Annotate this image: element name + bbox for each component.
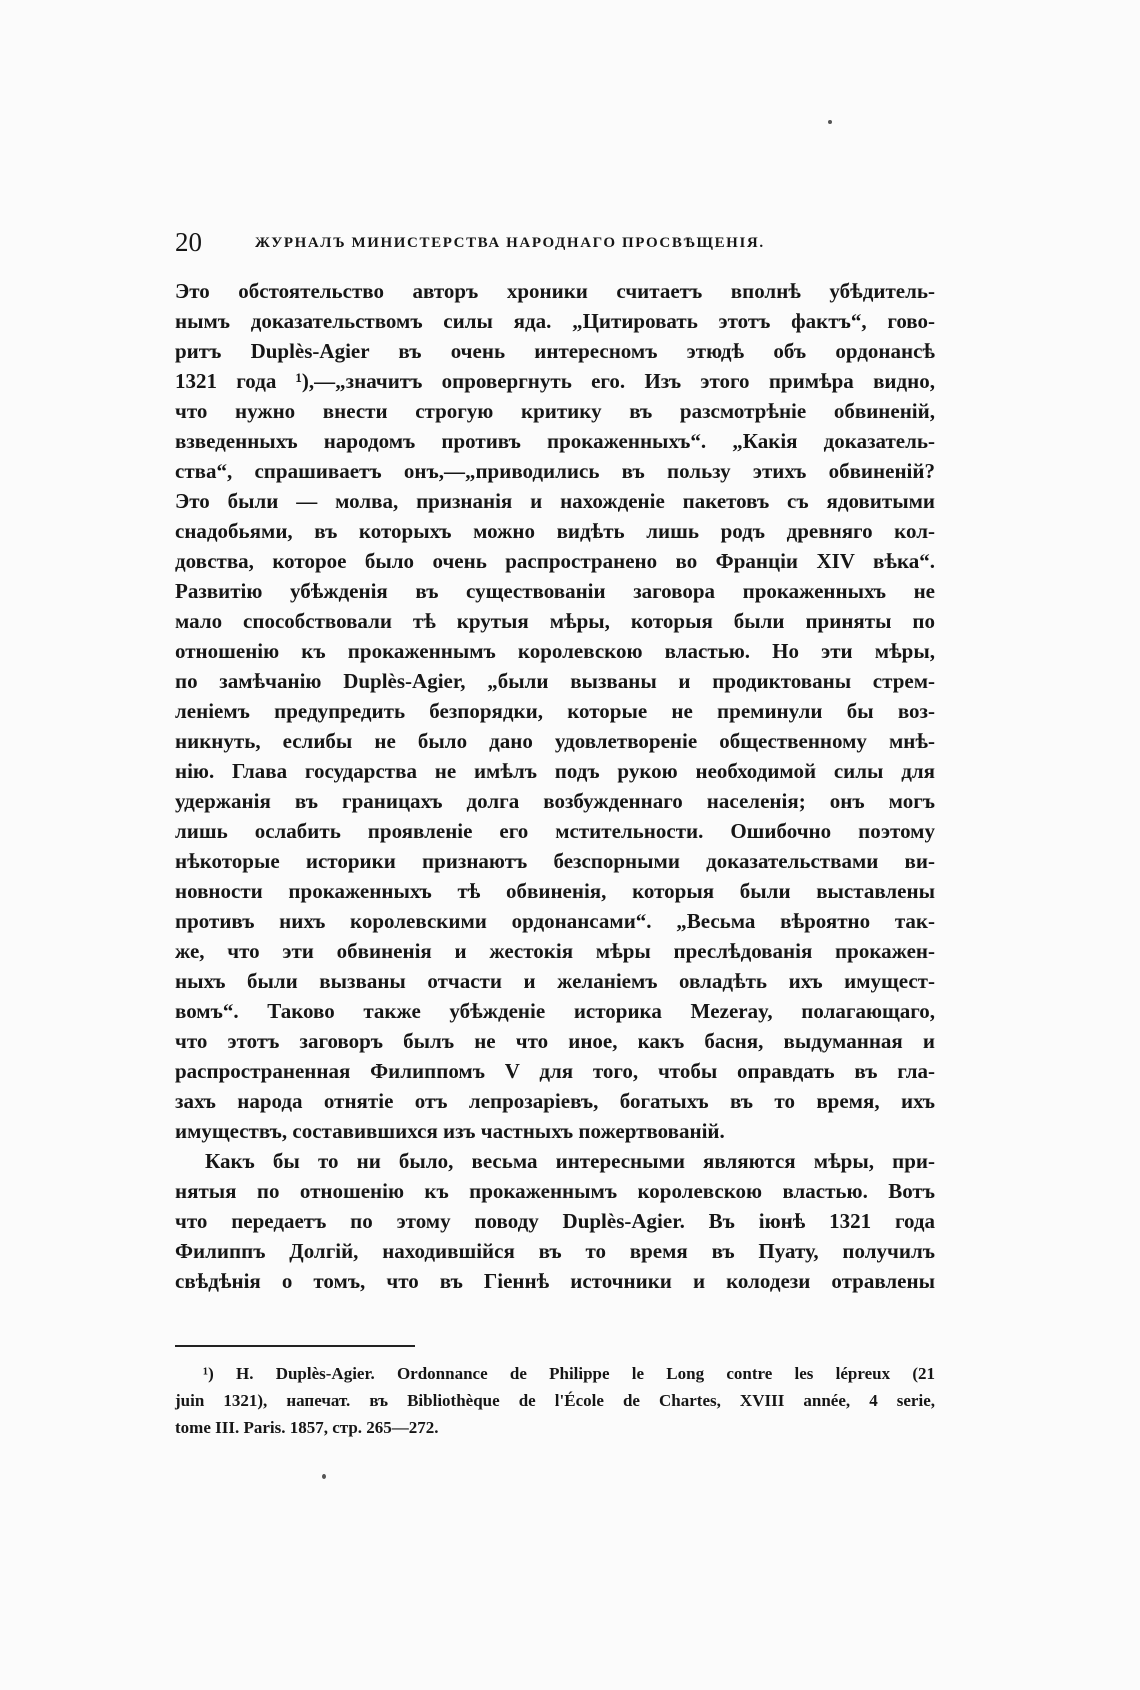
text-line: нятыя по отношенію къ прокаженнымъ королевскою властью. Вотъ [175,1179,935,1203]
text-line: 1321 года ¹),—„значитъ опровергнуть его. Изъ этого примѣра видно, [175,369,935,393]
text-line: захъ народа отнятіе отъ лепрозаріевъ, богатыхъ въ то время, ихъ [175,1089,935,1113]
body-text [175,276,935,1296]
text-line: снадобьями, въ которыхъ можно видѣть лишь родъ древняго кол- [175,519,935,543]
text-line: ныхъ были вызваны отчасти и желаніемъ овладѣть ихъ имущест- [175,969,935,993]
footnote-line: tome III. Paris. 1857, стр. 265—272. [175,1418,439,1437]
text-line: вомъ“. Таково также убѣжденіе историка Mezeray, полагающаго, [175,999,935,1023]
text-line: Это обстоятельство авторъ хроники считаетъ вполнѣ убѣдитель- [175,279,935,303]
text-line: удержанія въ границахъ долга возбужденнаго населенія; онъ могъ [175,789,935,813]
footnote-line: ¹) H. Duplès-Agier. Ordonnance de Philippe le Long contre les lépreux (21 [203,1364,935,1383]
text-line: ства“, спрашиваетъ онъ,—„приводились въ пользу этихъ обвиненій? [175,459,935,483]
text-line: по замѣчанію Duplès-Agier, „были вызваны и продиктованы стрем- [175,669,935,693]
text-line: нію. Глава государства не имѣлъ подъ рукою необходимой силы для [175,759,935,783]
text-line: ритъ Duplès-Agier въ очень интересномъ этюдѣ объ ордонансѣ [175,339,935,363]
running-title: ЖУРНАЛЪ МИНИСТЕРСТВА НАРОДНАГО ПРОСВѢЩЕНІЯ. [255,235,765,251]
scan-speck [828,120,832,124]
text-line: распространенная Филиппомъ V для того, чтобы оправдать въ гла- [175,1059,935,1083]
scan-speck [322,1474,326,1479]
text-line: Развитію убѣжденія въ существованіи заговора прокаженныхъ не [175,579,935,603]
text-line: лишь ослабить проявленіе его мстительности. Ошибочно поэтому [175,819,935,843]
text-line: довства, которое было очень распространено во Франціи XIV вѣка“. [175,549,935,573]
text-line: нымъ доказательствомъ силы яда. „Цитировать этотъ фактъ“, гово- [175,309,935,333]
text-line: леніемъ предупредить безпорядки, которые не преминули бы воз- [175,699,935,723]
text-line: нѣкоторые историки признаютъ безспорными доказательствами ви- [175,849,935,873]
text-line: взведенныхъ народомъ противъ прокаженныхъ“. „Какія доказатель- [175,429,935,453]
text-line: что нужно внести строгую критику въ разсмотрѣніе обвиненій, [175,399,935,423]
text-line: что этотъ заговоръ былъ не что иное, какъ басня, выдуманная и [175,1029,935,1053]
footnote [175,1360,935,1441]
text-line: мало способствовали тѣ крутыя мѣры, которыя были приняты по [175,609,935,633]
text-line: же, что эти обвиненія и жестокія мѣры преслѣдованія прокажен- [175,939,935,963]
text-line: Это были — молва, признанія и нахожденіе пакетовъ съ ядовитыми [175,489,935,513]
text-line: Филиппъ Долгій, находившійся въ то время въ Пуату, получилъ [175,1239,935,1263]
text-line: что передаетъ по этому поводу Duplès-Agier. Въ іюнѣ 1321 года [175,1209,935,1233]
text-line: свѣдѣнія о томъ, что въ Гіеннѣ источники и колодези отравлены [175,1269,935,1293]
page-header [175,226,935,258]
paragraph-start-line: Какъ бы то ни было, весьма интересными являются мѣры, при- [205,1149,935,1173]
text-line: противъ нихъ королевскими ордонансами“. „Весьма вѣроятно так- [175,909,935,933]
text-line: новности прокаженныхъ тѣ обвиненія, которыя были выставлены [175,879,935,903]
text-line: никнуть, еслибы не было дано удовлетвореніе общественному мнѣ- [175,729,935,753]
text-line: отношенію къ прокаженнымъ королевскою властью. Но эти мѣры, [175,639,935,663]
paragraph-end-line: имуществъ, составившихся изъ частныхъ пожертвованій. [175,1119,725,1143]
page-number: 20 [175,227,202,257]
footnote-separator [175,1345,415,1347]
footnote-line: juin 1321), напечат. въ Bibliothèque de l'École de Chartes, XVIII année, 4 serie, [175,1391,935,1410]
